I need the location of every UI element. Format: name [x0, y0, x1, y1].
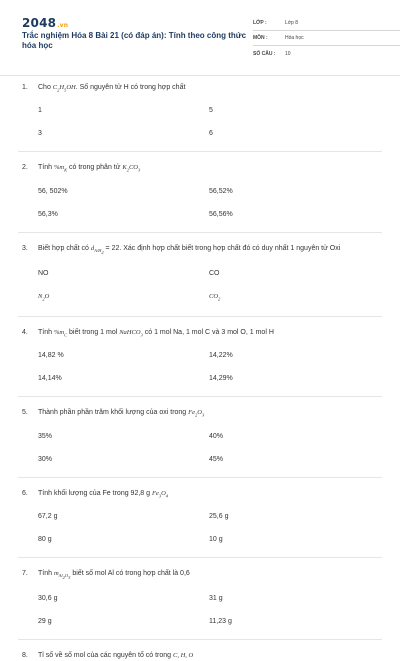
answer-option[interactable]: 14,29%: [209, 375, 233, 383]
formula-percent-mk: $\%m_K$: [53, 164, 68, 173]
meta-row-subject: [253, 31, 400, 46]
text-part: Tính: [38, 329, 54, 337]
text-part: Thành phần phần trăm khối lượng của oxi trong: [38, 409, 189, 417]
answer-option[interactable]: 40%: [209, 432, 224, 440]
site-logo[interactable]: [22, 16, 68, 30]
question-text: [22, 407, 378, 420]
question-text: [22, 82, 378, 95]
question-1: [22, 82, 378, 152]
meta-label: SỐ CÂU :: [253, 50, 276, 57]
question-text: [22, 650, 378, 661]
question-divider: [18, 639, 382, 640]
formula-k2co3: $K_2CO_3$: [122, 164, 141, 173]
answer-option[interactable]: 30%: [38, 455, 53, 463]
formula-density-ratio: $d_{A/H_2}$: [90, 244, 104, 255]
text-part: biết số mol Al có trong hợp chất là 0,6: [70, 569, 190, 577]
question-body: [38, 407, 204, 420]
answer-options: [38, 593, 378, 627]
answer-option[interactable]: 29 g: [38, 618, 52, 626]
answer-options: [38, 350, 378, 384]
question-2: [22, 162, 378, 232]
meta-value: 10: [285, 50, 291, 57]
question-8: [22, 650, 378, 661]
answer-options: [38, 511, 378, 545]
page-title: Trắc nghiệm Hóa 8 Bài 21 (có đáp án): Tính theo công thức hóa học: [22, 31, 247, 50]
question-divider: [18, 151, 382, 152]
answer-option[interactable]: NO: [38, 269, 49, 277]
meta-label: MÔN :: [253, 35, 268, 41]
answer-options: [38, 105, 378, 139]
answer-option[interactable]: 56,3%: [38, 210, 58, 218]
question-list: [22, 82, 378, 661]
text-part: Tính: [38, 569, 54, 577]
question-divider: [18, 232, 382, 233]
question-number: 1.: [22, 84, 28, 91]
logo-tld: .vn: [57, 22, 69, 29]
question-text: [22, 327, 378, 340]
question-number: 2.: [22, 164, 28, 172]
text-part: Biết hợp chất có: [38, 244, 91, 252]
question-text: [22, 162, 378, 175]
answer-option[interactable]: 30,6 g: [38, 595, 58, 603]
question-7: [22, 568, 378, 640]
question-body: [38, 82, 185, 95]
question-text: [22, 488, 378, 501]
question-4: [22, 327, 378, 397]
question-3: [22, 243, 378, 317]
question-divider: [18, 316, 382, 317]
answer-option[interactable]: 56,52%: [209, 187, 233, 195]
answer-option[interactable]: 80 g: [38, 535, 52, 543]
text-part: có trong phân tử: [67, 164, 123, 172]
formula-mass-al2o3: $m_{Al_2O_3}$: [53, 569, 71, 581]
answer-options: [38, 268, 378, 304]
question-divider: [18, 477, 382, 478]
page-header: [22, 16, 378, 60]
meta-row-count: [253, 46, 400, 61]
question-text: [22, 243, 378, 258]
text-part: Cho: [38, 84, 53, 91]
question-number: 4.: [22, 329, 28, 337]
answer-option[interactable]: 3: [38, 130, 42, 138]
question-body: [38, 327, 274, 340]
question-body: [38, 650, 193, 661]
question-divider: [18, 557, 382, 558]
answer-option[interactable]: 35%: [38, 432, 53, 440]
answer-option[interactable]: $CO_2$: [209, 292, 221, 302]
answer-options: [38, 186, 378, 220]
meta-row-class: [253, 16, 400, 31]
question-number: 6.: [22, 489, 28, 497]
question-number: 7.: [22, 569, 28, 577]
answer-option[interactable]: 67,2 g: [38, 512, 58, 520]
answer-option[interactable]: 31 g: [209, 595, 223, 603]
answer-option[interactable]: 14,14%: [38, 375, 62, 383]
text-part: Tính khối lượng của Fe trong 92,8 g: [38, 489, 152, 497]
meta-table: [253, 16, 400, 61]
meta-value: Lớp 8: [285, 20, 299, 26]
question-body: [38, 488, 168, 501]
formula-percent-mc: $\%m_C$: [53, 329, 68, 338]
answer-option[interactable]: 5: [209, 107, 213, 115]
answer-option[interactable]: 10 g: [209, 535, 223, 543]
logo-text: 2048: [22, 16, 57, 30]
formula-chemical: C, H, O: [173, 652, 194, 660]
answer-option[interactable]: 6: [209, 130, 213, 138]
question-number: 5.: [22, 409, 28, 417]
question-text: [22, 568, 378, 583]
formula-nahco3: NaHCO$_3$: [119, 329, 143, 338]
answer-option[interactable]: 45%: [209, 455, 224, 463]
text-part: biết trong 1 mol: [67, 329, 120, 337]
text-part: . Số nguyên tử H có trong hợp chất: [75, 84, 186, 91]
answer-option[interactable]: 1: [38, 107, 42, 115]
header-divider: [0, 75, 400, 76]
question-body: [38, 243, 340, 258]
text-part: Tính: [38, 164, 54, 172]
question-number: 3.: [22, 244, 28, 252]
meta-value: Hóa học: [285, 35, 304, 41]
text-part: có 1 mol Na, 1 mol C và 3 mol O, 1 mol H: [142, 329, 274, 337]
formula-fe2o3: $Fe_2O_3$: [188, 409, 205, 418]
question-body: [38, 162, 140, 175]
answer-option[interactable]: 11,23 g: [209, 618, 232, 626]
question-5: [22, 407, 378, 477]
question-6: [22, 488, 378, 558]
meta-label: LỚP :: [253, 20, 267, 26]
question-body: [38, 568, 190, 583]
text-part: = 22. Xác định hợp chất biết trong hợp chất đó có duy nhất 1 nguyên tử Oxi: [103, 244, 341, 252]
formula-c2h5oh: $C_2H_5OH$: [52, 84, 76, 93]
question-number: 8.: [22, 652, 28, 660]
answer-option[interactable]: 56, 502%: [38, 187, 68, 195]
question-divider: [18, 396, 382, 397]
answer-option[interactable]: 14,82 %: [38, 352, 64, 360]
answer-option[interactable]: CO: [209, 269, 220, 277]
answer-option[interactable]: 14,22%: [209, 352, 233, 360]
formula-fe3o4: $Fe_3O_4$: [151, 489, 169, 498]
answer-option[interactable]: 56,56%: [209, 210, 233, 218]
answer-options: [38, 431, 378, 465]
answer-option[interactable]: 25,6 g: [209, 512, 229, 520]
text-part: Tỉ số về số mol của các nguyên tố có trong: [38, 652, 174, 660]
answer-option[interactable]: $N_2O$: [38, 292, 50, 302]
